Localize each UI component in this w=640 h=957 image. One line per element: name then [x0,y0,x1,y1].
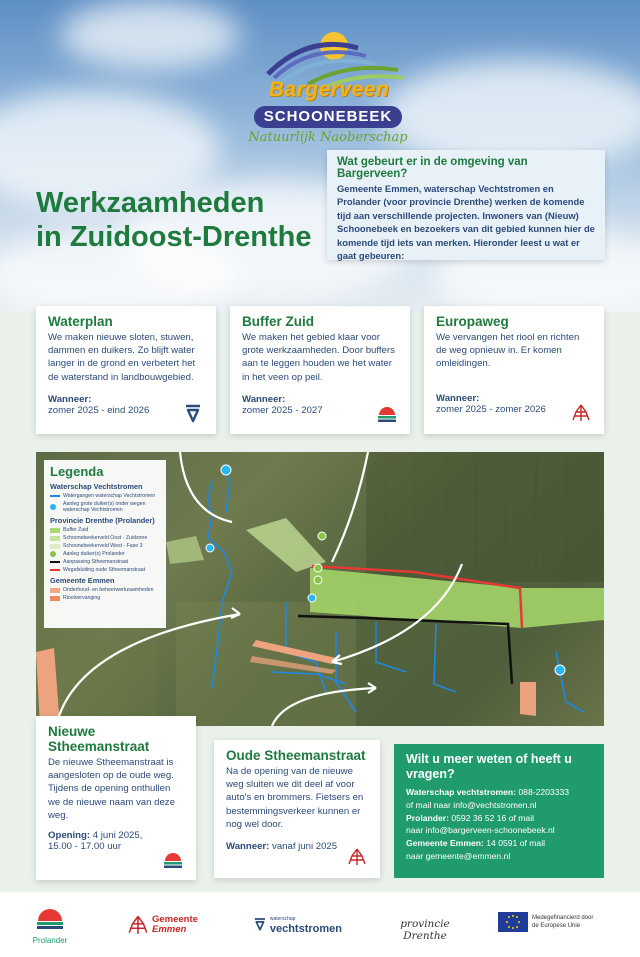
card-when: zomer 2025 - 2027 [242,404,323,416]
legend-item: Aanleg duiker(s) Prolander [50,551,160,557]
prolander-icon [162,848,184,870]
footer-logo-prolander: Prolander [30,905,70,945]
legend-group-emmen: Gemeente Emmen [50,576,115,585]
footer-logo-gemeente-emmen: Gemeente Emmen [126,912,212,938]
card-when: zomer 2025 - zomer 2026 [436,403,546,415]
prolander-icon [35,905,65,931]
legend-item: Buffer Zuid [50,527,160,533]
eu-flag-icon [498,912,528,932]
info-line-prolander: Prolander: 0592 36 52 16 of mail [406,812,535,823]
card-when: Opening: 4 juni 2025, [48,830,143,842]
card-text: Na de opening van de nieuwe weg sluiten we dit deel af voor auto's en brommers. Fietsers en bestemmingsverkeer kunnen er nog wel door. [226,766,364,830]
info-line-emmen: Gemeente Emmen: 14 0591 of mail [406,838,546,849]
card-title: Europaweg [436,314,509,329]
legend-item: Aanleg grote duiker(s) onder wegen waterschap Vechtstromen [50,501,160,513]
info-email-emmen[interactable]: naar gemeente@emmen.nl [406,850,511,861]
legend-item: Watergangen waterschap Vechtstromen [50,493,160,499]
card-when-label: Wanneer: [242,393,286,405]
bargerveen-logo [248,26,408,145]
logo-tagline: Natuurlijk Naoberschap [248,130,408,145]
card-oude-stheemanstraat [214,740,380,878]
card-title: Oude Stheemanstraat [226,748,366,763]
page-title [36,186,311,254]
legend-item: Schoonebeekerveld West - Fase 3 [50,543,160,549]
info-line-vechtstromen: Waterschap vechtstromen: 088-2203333 [406,787,570,797]
legend-item: Wegafsluiting oude Stheemanstraat [50,567,160,573]
page-title-line1: Werkzaamheden [36,187,265,219]
gemeente-emmen-icon [346,846,368,868]
card-text: We maken het gebied klaar voor grote werkzaamheden. Door buffers aan te leggen houden we het water in het veen op peil. [242,332,395,383]
gemeente-emmen-icon [126,912,150,938]
info-email-vechtstromen[interactable]: of mail naar info@vechtstromen.nl [406,799,537,810]
card-waterplan [36,306,216,434]
card-text: We vervangen het riool en richten de weg opnieuw in. Er komen omleidingen. [436,332,580,370]
card-title: Buffer Zuid [242,314,314,329]
intro-text: Gemeente Emmen, waterschap Vechtstromen en Prolander (voor provincie Drenthe) werken de komende tijd aan verschillende projecten. Inwoners van (Nieuw) Schoonebeek en bezoekers van dit gebied kunnen hier de komende tijd iets van merken. Hieronder leest u wat er gaat gebeuren: [337,183,595,262]
card-when: Wanneer: vanaf juni 2025 [226,841,338,853]
logo-sun-icon [248,26,408,86]
footer-logo-vechtstromen: waterschap vechtstromen [252,912,342,936]
card-title: Waterplan [48,314,113,329]
legend-item: Onderhoud- en beheerwerkzaamheden [50,587,160,593]
footer-logo-eu: Medegefinancierd door de Europese Unie [498,912,618,932]
legend-item: Rioolvervanging [50,595,160,601]
info-title: Wilt u meer weten of heeft u vragen? [406,752,572,781]
card-text: We maken nieuwe sloten, stuwen, dammen en duikers. Zo blijft water langer in de grond en verbetert het de waterstand in landbouwgebied. [48,332,196,383]
page-title-line2: in Zuidoost-Drenthe [36,221,312,253]
logo-word-bargerveen: Bargerveen [268,78,390,101]
card-when-time: 15.00 - 17.00 uur [48,841,122,853]
card-when-label: Wanneer: [48,393,92,405]
card-when: zomer 2025 - eind 2026 [48,404,150,416]
card-buffer-zuid [230,306,410,434]
footer-logo-provincie-drenthe: provincie Drenthe [400,918,450,942]
card-when-label: Wanneer: [436,392,480,404]
map-legend [44,460,166,628]
card-nieuwe-stheemanstraat [36,716,196,880]
legend-group-prolander: Provincie Drenthe (Prolander) [50,516,155,525]
logo-word-schoonebeek: SCHOONEBEEK [254,106,402,128]
card-title: Nieuwe Stheemanstraat [48,724,150,754]
intro-title: Wat gebeurt er in de omgeving van Bargerveen? [337,156,528,180]
info-email-prolander[interactable]: naar info@bargerveen-schoonebeek.nl [406,825,555,836]
contact-info-box [394,744,604,878]
intro-box [327,150,605,260]
gemeente-emmen-icon [570,402,592,424]
legend-item: Aanpassing Stheemanstraat [50,559,160,565]
legend-item: Schoonebeekerveld Oost - Zuidzone [50,535,160,541]
legend-title: Legenda [50,464,104,479]
prolander-icon [376,402,398,424]
vechtstromen-icon [182,402,204,424]
card-text: De nieuwe Stheemanstraat is aangesloten op de oude weg. Tijdens de opening onthullen we de nieuwe naam van deze weg. [48,757,175,821]
card-europaweg [424,306,604,434]
legend-group-vechtstromen: Waterschap Vechtstromen [50,482,143,491]
vechtstromen-icon [252,912,268,936]
